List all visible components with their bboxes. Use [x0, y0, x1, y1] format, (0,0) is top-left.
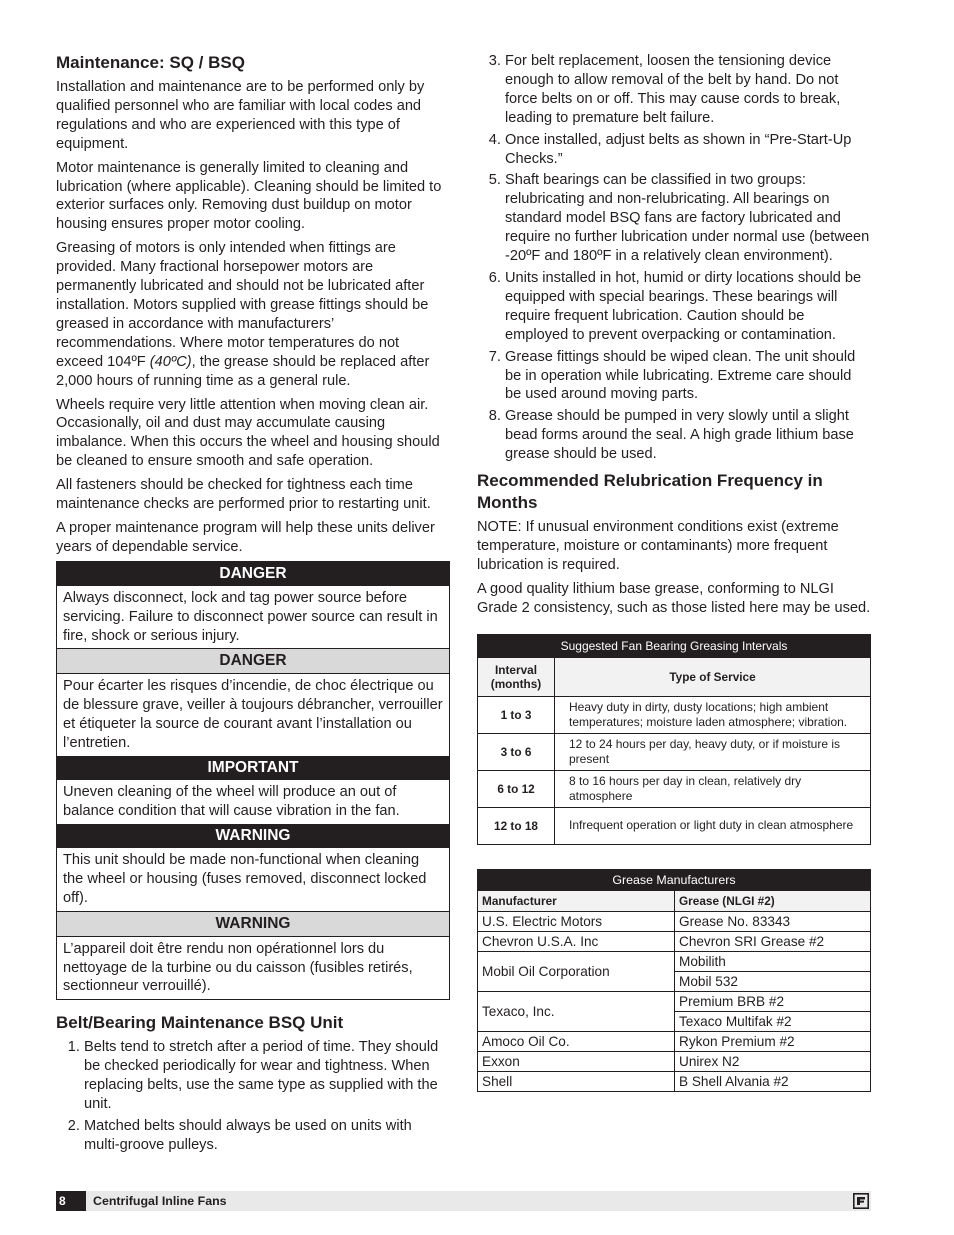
italic-temperature: (40ºC) — [149, 353, 192, 370]
list-item: 2. Matched belts should always be used on units with multi-groove pulleys. — [84, 1117, 450, 1155]
paragraph: A good quality lithium base grease, conforming to NLGI Grade 2 consistency, such as those listed here may be used. — [477, 580, 871, 616]
manufacturer-cell: Exxon — [478, 1051, 675, 1071]
grease-cell: Chevron SRI Grease #2 — [675, 931, 871, 951]
table-row — [478, 1031, 871, 1051]
paragraph: Motor maintenance is generally limited to cleaning and lubrication (where applicable). Cleaning should be limited to exterior surfaces only. Removing dust buildup on motor housing ensures proper motor cooling. — [56, 159, 442, 233]
grease-cell: Premium BRB #2 — [675, 991, 871, 1011]
interval-cell: 3 to 6 — [478, 733, 555, 770]
page-footer — [56, 1191, 871, 1211]
grease-cell: Texaco Multifak #2 — [675, 1011, 871, 1031]
interval-cell: 6 to 12 — [478, 770, 555, 807]
paragraph: A proper maintenance program will help these units deliver years of dependable service. — [56, 519, 435, 555]
danger-text: Always disconnect, lock and tag power source before servicing. Failure to disconnect power source can result in fire, shock or serious injury. — [63, 589, 438, 644]
danger-text-fr: Pour écarter les risques d’incendie, de choc électrique ou de blessure grave, veiller à toujours débrancher, verrouiller et étiqueter la source de courant avant l’installation ou l’entretien. — [63, 678, 443, 752]
manufacturer-cell: Texaco, Inc. — [478, 991, 675, 1031]
column-header: Type of Service — [555, 657, 871, 696]
table-caption: Suggested Fan Bearing Greasing Intervals — [478, 634, 871, 657]
paragraph: All fasteners should be checked for tightness each time maintenance checks are performed prior to restarting unit. — [56, 477, 431, 513]
paragraph: Wheels require very little attention when moving clean air. Occasionally, oil and dust may accumulate causing imbalance. When this occurs the wheel and housing should be cleaned to ensure smooth and safe operation. — [56, 396, 440, 470]
right-column — [477, 52, 871, 1092]
manufacturer-cell: Mobil Oil Corporation — [478, 951, 675, 991]
left-column — [56, 52, 450, 1161]
manufacturer-cell: Chevron U.S.A. Inc — [478, 931, 675, 951]
grease-cell: B Shell Alvania #2 — [675, 1071, 871, 1091]
warning-text: This unit should be made non-functional when cleaning the wheel or housing (fuses removed, disconnect locked off). — [63, 851, 427, 906]
list-item: 5. Shaft bearings can be classified in two groups: relubricating and non-relubricating. All bearings on standard model BSQ fans are factory lubricated and require no further lubrication under normal use (between -20ºF and 180ºF in a relatively clean environment). — [505, 171, 871, 266]
brand-logo-icon — [853, 1193, 869, 1209]
service-cell: Infrequent operation or light duty in clean atmosphere — [555, 807, 871, 844]
danger-header-fr: DANGER — [57, 648, 449, 674]
table-row — [478, 1071, 871, 1091]
list-item: 6. Units installed in hot, humid or dirty locations should be equipped with special bearings. These bearings will require frequent lubrication. Caution should be employed to prevent overpacking or contamination. — [505, 269, 871, 345]
table-row — [478, 696, 871, 733]
list-item: 3. For belt replacement, loosen the tensioning device enough to allow removal of the belt by hand. Do not force belts on or off. This may cause cords to break, leading to premature belt failure. — [505, 52, 871, 128]
service-cell: Heavy duty in dirty, dusty locations; high ambient temperatures; moisture laden atmosphere; vibration. — [555, 696, 871, 733]
table-row — [478, 951, 871, 971]
section-title-relubrication: Recommended Relubrication Frequency in Months — [477, 471, 823, 513]
list-item: 4. Once installed, adjust belts as shown in “Pre-Start-Up Checks.” — [505, 131, 871, 169]
belt-list-continued — [477, 52, 871, 464]
table-caption: Grease Manufacturers — [478, 869, 871, 890]
danger-header: DANGER — [57, 562, 449, 586]
warning-header-fr: WARNING — [57, 911, 449, 937]
section-title-belt: Belt/Bearing Maintenance BSQ Unit — [56, 1013, 344, 1033]
table-row — [478, 770, 871, 807]
grease-cell: Mobilith — [675, 951, 871, 971]
page-number: 8 — [56, 1191, 86, 1211]
grease-cell: Rykon Premium #2 — [675, 1031, 871, 1051]
interval-cell: 1 to 3 — [478, 696, 555, 733]
manufacturer-cell: U.S. Electric Motors — [478, 911, 675, 931]
paragraph: NOTE: If unusual environment conditions exist (extreme temperature, moisture or contaminants) more frequent lubrication is required. — [477, 519, 839, 573]
list-item: 7. Grease fittings should be wiped clean. The unit should be in operation while lubricating. Extreme care should be used around moving parts. — [505, 348, 871, 405]
footer-title: Centrifugal Inline Fans — [93, 1194, 227, 1208]
column-header: Interval (months) — [478, 657, 555, 696]
grease-cell: Grease No. 83343 — [675, 911, 871, 931]
belt-list — [56, 1038, 450, 1154]
text-span: , the grease should be replaced after 2,000 hours of running time as a general rule. — [56, 353, 430, 389]
important-text: Uneven cleaning of the wheel will produce an out of balance condition that will cause vibration in the fan. — [63, 784, 400, 819]
table-row — [478, 931, 871, 951]
interval-cell: 12 to 18 — [478, 807, 555, 844]
table-row — [478, 911, 871, 931]
warning-box — [56, 561, 450, 1001]
table-row — [478, 733, 871, 770]
paragraph-greasing — [56, 239, 450, 390]
table-row — [478, 807, 871, 844]
warning-header: WARNING — [57, 824, 449, 848]
greasing-intervals-table — [477, 634, 871, 845]
grease-cell: Mobil 532 — [675, 971, 871, 991]
paragraph: Installation and maintenance are to be performed only by qualified personnel who are familiar with local codes and regulations and who are experienced with this type of equipment. — [56, 79, 425, 152]
service-cell: 12 to 24 hours per day, heavy duty, or if moisture is present — [555, 733, 871, 770]
column-header: Grease (NLGI #2) — [675, 890, 871, 911]
manufacturer-cell: Amoco Oil Co. — [478, 1031, 675, 1051]
column-header: Manufacturer — [478, 890, 675, 911]
important-header: IMPORTANT — [57, 756, 449, 780]
table-row — [478, 991, 871, 1011]
service-cell: 8 to 16 hours per day in clean, relatively dry atmosphere — [555, 770, 871, 807]
list-item: 1. Belts tend to stretch after a period of time. They should be checked periodically for wear and tightness. When replacing belts, use the same type as supplied with the unit. — [84, 1038, 450, 1114]
grease-cell: Unirex N2 — [675, 1051, 871, 1071]
manufacturer-cell: Shell — [478, 1071, 675, 1091]
warning-text-fr: L’appareil doit être rendu non opérationnel lors du nettoyage de la turbine ou du caisson (fusibles retirés, sectionneur verrouillé). — [63, 940, 413, 995]
grease-manufacturers-table — [477, 869, 871, 1092]
section-title-maintenance: Maintenance: SQ / BSQ — [56, 53, 245, 72]
list-item: 8. Grease should be pumped in very slowly until a slight bead forms around the seal. A high grade lithium base grease should be used. — [505, 407, 871, 464]
text-span: Greasing of motors is only intended when fittings are provided. Many fractional horsepower motors are permanently lubricated and should not be lubricated after installation. Motors supplied with grease fittings should be greased in accordance with manufacturers’ recommendations. Where motor temperatures do not exceed 104ºF — [56, 240, 429, 370]
table-row — [478, 1051, 871, 1071]
